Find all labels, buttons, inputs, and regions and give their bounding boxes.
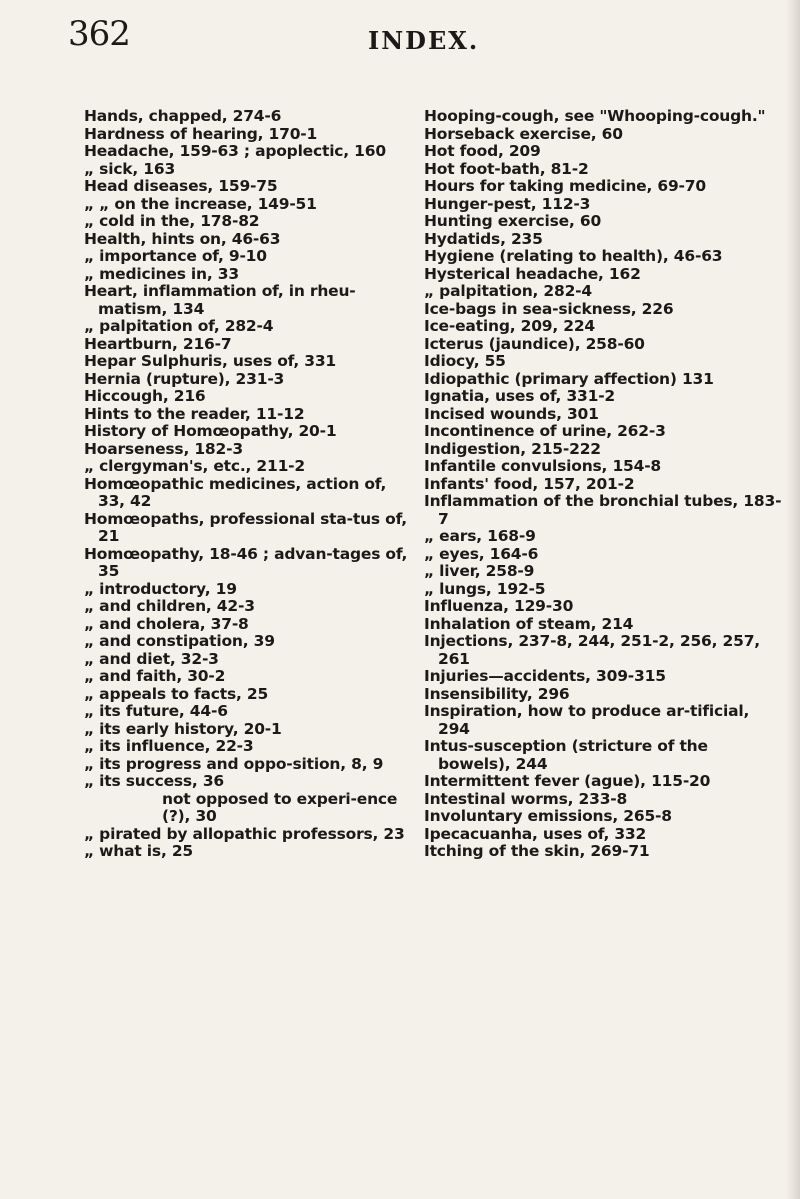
- index-entry: „ sick, 163: [84, 159, 176, 178]
- index-entry: „ and cholera, 37-8: [84, 614, 249, 633]
- index-entry: „ what is, 25: [84, 842, 193, 860]
- index-entry: „ and diet, 32-3: [84, 649, 219, 668]
- index-entry: „ lungs, 192-5: [424, 579, 546, 598]
- index-entry: Ice-eating, 209, 224: [424, 317, 596, 335]
- index-entry: „ importance of, 9-10: [84, 247, 267, 265]
- page-number: 362: [68, 14, 130, 54]
- index-entry: Incontinence of urine, 262-3: [424, 422, 666, 440]
- index-entry: Hepar Sulphuris, uses of, 331: [84, 352, 337, 370]
- index-entry: „ its progress and oppo-sition, 8, 9: [84, 754, 384, 773]
- index-entry: Hunger-pest, 112-3: [424, 194, 591, 213]
- index-entry: Hydatids, 235: [424, 229, 543, 248]
- index-entry: „ ears, 168-9: [424, 527, 536, 545]
- index-entry: Itching of the skin, 269-71: [424, 842, 650, 860]
- index-column-left: [84, 108, 414, 861]
- index-entry: „ its early history, 20-1: [84, 719, 282, 738]
- index-entry: Hours for taking medicine, 69-70: [424, 177, 706, 195]
- index-entry: Hooping-cough, see "Whooping-cough.": [424, 107, 766, 125]
- index-entry: Injuries—accidents, 309-315: [424, 667, 666, 685]
- index-entry: Infants' food, 157, 201-2: [424, 474, 635, 493]
- page-edge-shadow: [786, 0, 800, 1199]
- index-entry: Horseback exercise, 60: [424, 124, 623, 143]
- index-entry: „ its success, 36: [84, 772, 224, 790]
- index-entry: Influenza, 129-30: [424, 597, 574, 615]
- index-entry: Hands, chapped, 274-6: [84, 107, 282, 125]
- index-entry: Hygiene (relating to health), 46-63: [424, 247, 723, 265]
- index-entry: Injections, 237-8, 244, 251-2, 256, 257, 261: [424, 632, 760, 668]
- index-entry: „ cold in the, 178-82: [84, 212, 260, 230]
- index-entry: Hardness of hearing, 170-1: [84, 124, 318, 143]
- index-entry: „ and faith, 30-2: [84, 667, 226, 685]
- index-entry: „ palpitation of, 282-4: [84, 317, 274, 335]
- index-entry: Heart, inflammation of, in rheu-matism, 134: [84, 282, 356, 318]
- index-entry: Intermittent fever (ague), 115-20: [424, 772, 711, 790]
- index-entry: Hot food, 209: [424, 142, 541, 160]
- index-entry: Hysterical headache, 162: [424, 264, 641, 283]
- index-entry: „ its influence, 22-3: [84, 737, 254, 755]
- index-entry: Infantile convulsions, 154-8: [424, 457, 662, 475]
- index-entry: „ eyes, 164-6: [424, 544, 539, 563]
- index-entry: Hernia (rupture), 231-3: [84, 369, 285, 388]
- index-entry: Indigestion, 215-222: [424, 439, 601, 458]
- index-column-right: [424, 108, 784, 861]
- index-entry: History of Homœopathy, 20-1: [84, 422, 337, 440]
- index-entry: „ pirated by allopathic professors, 23: [84, 824, 405, 843]
- index-entry: Heartburn, 216-7: [84, 334, 232, 353]
- index-entry: Inhalation of steam, 214: [424, 614, 634, 633]
- index-entry: Insensibility, 296: [424, 684, 570, 703]
- index-entry: Icterus (jaundice), 258-60: [424, 334, 645, 353]
- index-entry: Hunting exercise, 60: [424, 212, 602, 230]
- index-entry: Homœopathy, 18-46 ; advan-tages of, 35: [84, 544, 408, 580]
- index-entry: Ipecacuanha, uses of, 332: [424, 824, 647, 843]
- index-entry: „ palpitation, 282-4: [424, 282, 592, 300]
- index-entry: Inspiration, how to produce ar-tificial, 294: [424, 702, 750, 738]
- index-entry: „ and constipation, 39: [84, 632, 275, 650]
- index-entry: not opposed to experi-ence (?), 30: [162, 789, 398, 825]
- index-entry: „ clergyman's, etc., 211-2: [84, 457, 305, 475]
- index-entry: Hot foot-bath, 81-2: [424, 159, 589, 178]
- index-entry: Inflammation of the bronchial tubes, 183-7: [424, 492, 782, 528]
- index-entry: Intus-susception (stricture of the bowels), 244: [424, 737, 708, 773]
- index-entry: „ liver, 258-9: [424, 562, 535, 580]
- index-entry: Head diseases, 159-75: [84, 177, 278, 195]
- index-entry: Health, hints on, 46-63: [84, 229, 281, 248]
- index-entry: Involuntary emissions, 265-8: [424, 807, 672, 825]
- index-entry: Incised wounds, 301: [424, 404, 599, 423]
- index-entry: „ and children, 42-3: [84, 597, 255, 615]
- index-entry: „ medicines in, 33: [84, 264, 239, 283]
- index-entry: Homœopathic medicines, action of, 33, 42: [84, 474, 387, 510]
- running-title: INDEX.: [368, 26, 480, 55]
- index-entry: Hints to the reader, 11-12: [84, 404, 305, 423]
- index-entry: Headache, 159-63 ; apoplectic, 160: [84, 142, 386, 160]
- index-entry: Intestinal worms, 233-8: [424, 789, 628, 808]
- index-entry: Ignatia, uses of, 331-2: [424, 387, 616, 405]
- index-entry: Homœopaths, professional sta-tus of, 21: [84, 509, 407, 545]
- index-entry: „ its future, 44-6: [84, 702, 228, 720]
- index-entry: Idiopathic (primary affection) 131: [424, 369, 714, 388]
- index-entry: Hiccough, 216: [84, 387, 206, 405]
- index-entry: „ „ on the increase, 149-51: [84, 194, 317, 213]
- index-entry: Idiocy, 55: [424, 352, 506, 370]
- page-header: [68, 14, 760, 64]
- index-entry: „ introductory, 19: [84, 579, 237, 598]
- index-entry: Hoarseness, 182-3: [84, 439, 243, 458]
- index-entry: Ice-bags in sea-sickness, 226: [424, 299, 674, 318]
- index-entry: „ appeals to facts, 25: [84, 684, 269, 703]
